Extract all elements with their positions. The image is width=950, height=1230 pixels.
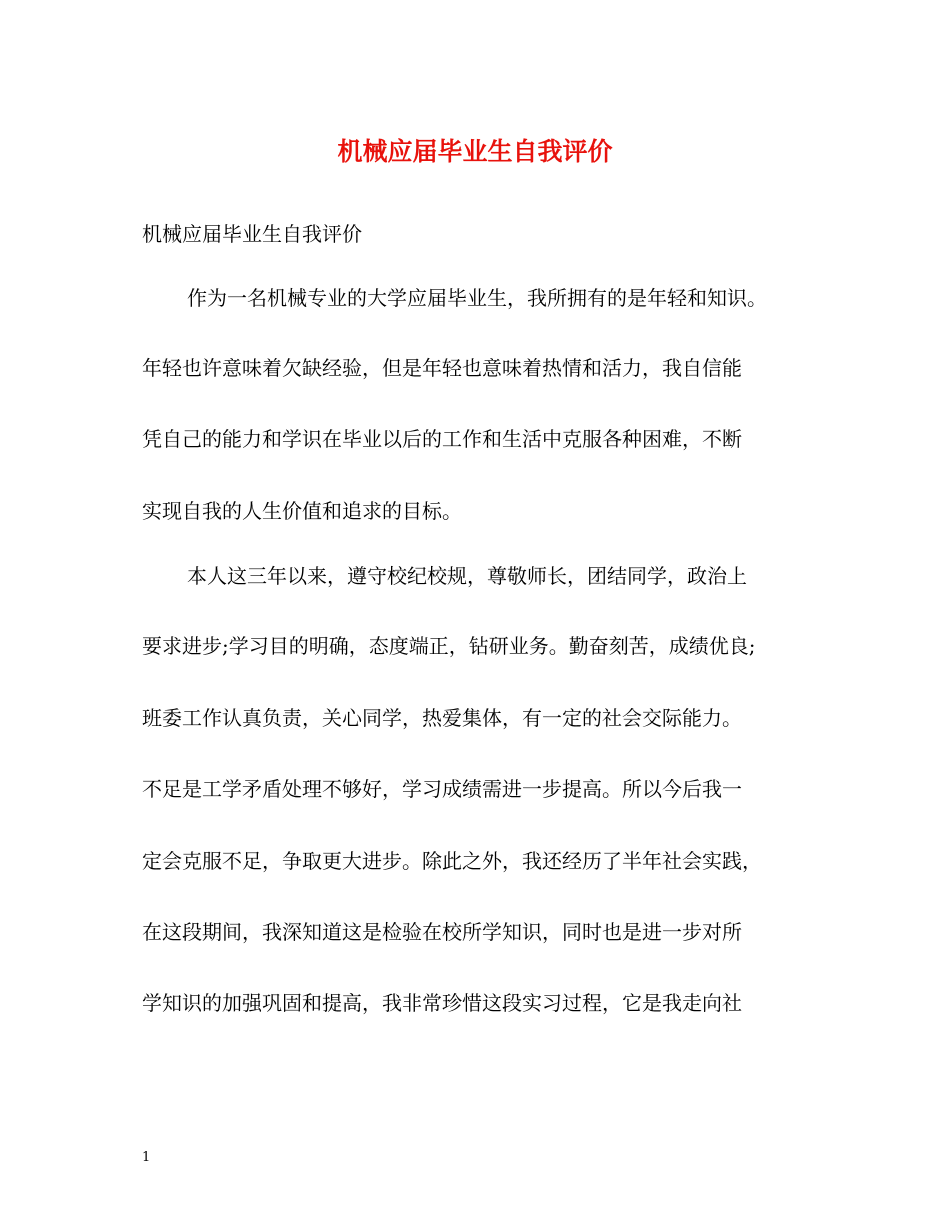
- subtitle-line: 机械应届毕业生自我评价: [142, 222, 362, 246]
- paragraph-line: 定会克服不足，争取更大进步。除此之外，我还经历了半年社会实践，: [142, 849, 762, 873]
- page-number: 1: [142, 1150, 151, 1165]
- paragraph-line: 本人这三年以来，遵守校纪校规，尊敬师长，团结同学，政治上: [187, 564, 747, 588]
- paragraph-line: 学知识的加强巩固和提高，我非常珍惜这段实习过程，它是我走向社: [142, 991, 742, 1015]
- paragraph-line: 作为一名机械专业的大学应届毕业生，我所拥有的是年轻和知识。: [187, 286, 767, 310]
- document-title: 机械应届毕业生自我评价: [337, 137, 613, 166]
- paragraph-line: 不足是工学矛盾处理不够好，学习成绩需进一步提高。所以今后我一: [142, 777, 742, 801]
- paragraph-line: 要求进步;学习目的明确，态度端正，钻研业务。勤奋刻苦，成绩优良;: [142, 634, 756, 658]
- paragraph-line: 实现自我的人生价值和追求的目标。: [142, 499, 462, 523]
- paragraph-line: 班委工作认真负责，关心同学，热爱集体，有一定的社会交际能力。: [142, 706, 742, 730]
- paragraph-line: 在这段期间，我深知道这是检验在校所学知识，同时也是进一步对所: [142, 920, 742, 944]
- paragraph-line: 凭自己的能力和学识在毕业以后的工作和生活中克服各种困难，不断: [142, 427, 742, 451]
- paragraph-line: 年轻也许意味着欠缺经验，但是年轻也意味着热情和活力，我自信能: [142, 356, 742, 380]
